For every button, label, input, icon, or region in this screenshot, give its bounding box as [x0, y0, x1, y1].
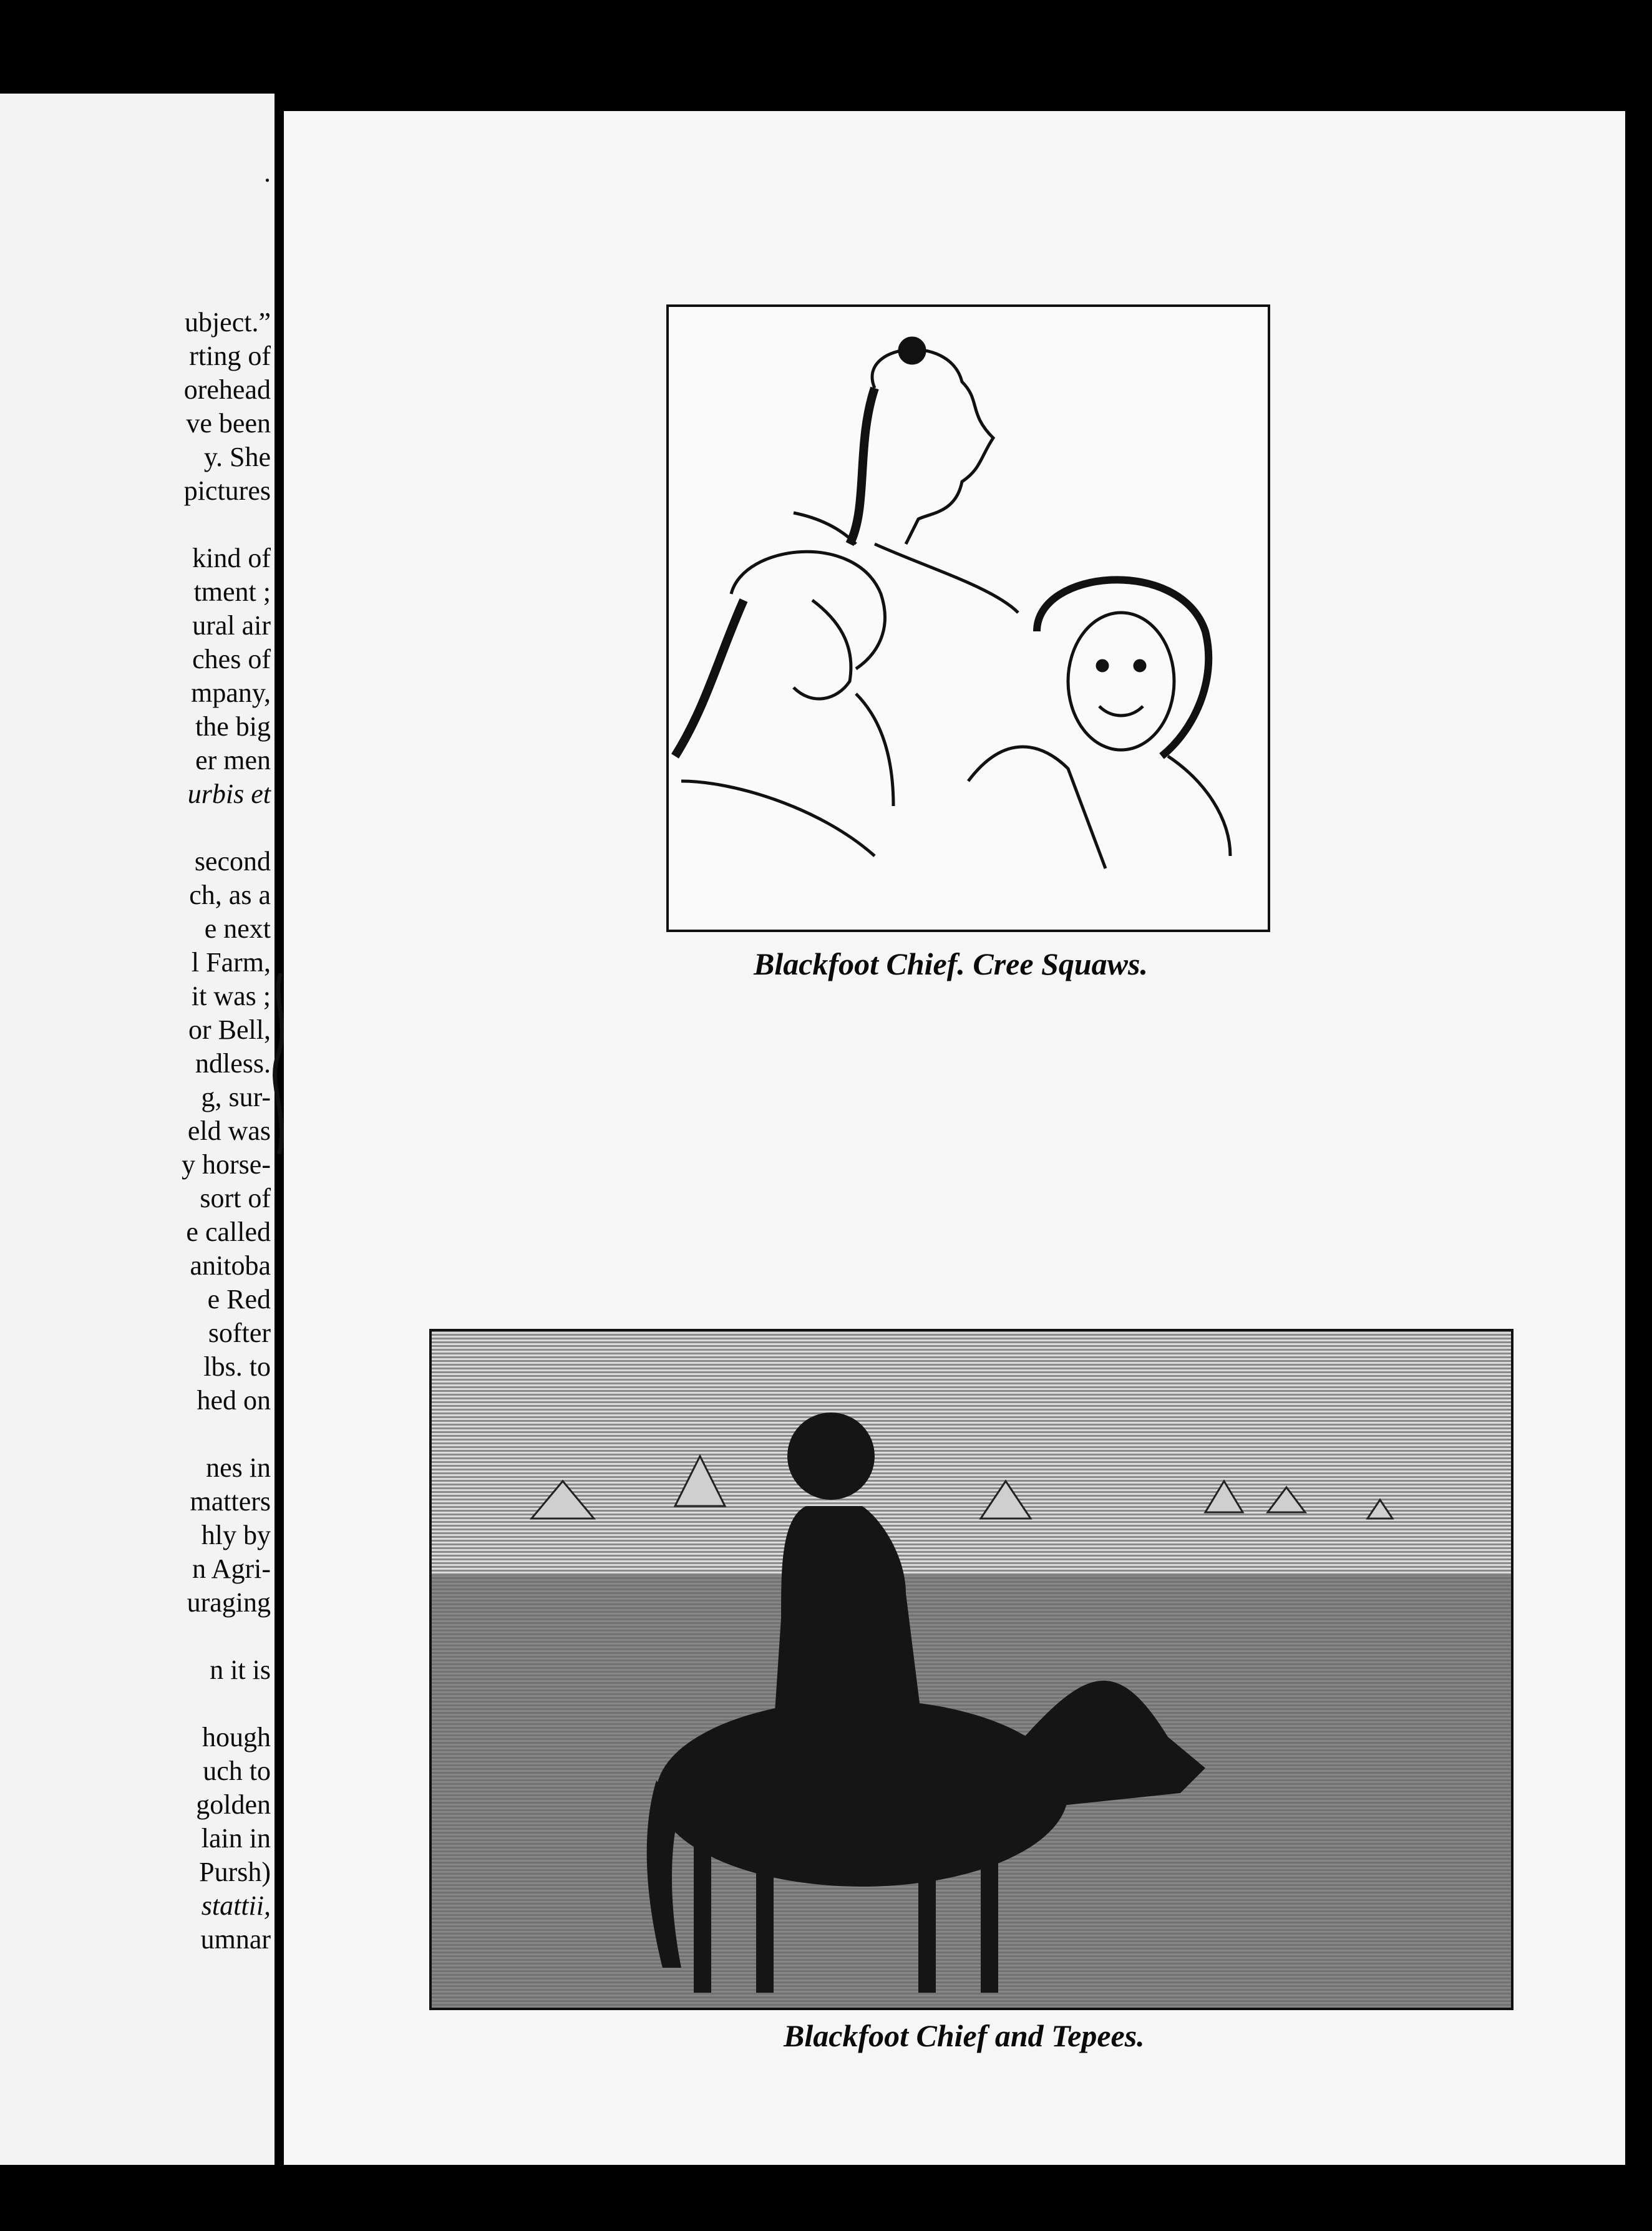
left-page-text-line: uraging — [187, 1587, 271, 1618]
left-page-text-line: golden — [196, 1789, 271, 1820]
left-page-text-line: or Bell, — [188, 1014, 271, 1045]
left-page-text-line: y horse- — [182, 1149, 271, 1180]
left-page-text-line: hough — [202, 1722, 271, 1752]
left-page-text-line: ndless. — [195, 1048, 271, 1079]
left-page-text-line: sort of — [200, 1183, 271, 1213]
left-page-text-line: lain in — [201, 1823, 271, 1854]
figure-caption-engraving: Blackfoot Chief and Tepees. — [784, 2018, 1145, 2053]
left-page-text-line: e called — [186, 1217, 271, 1247]
cree-squaw-right-portrait — [968, 580, 1230, 868]
left-page-text-line: ch, as a — [189, 880, 271, 910]
left-page-text-line: uch to — [203, 1756, 271, 1786]
left-page-text-line: er men — [195, 745, 271, 775]
left-page-text-line: anitoba — [190, 1250, 271, 1281]
left-page — [0, 94, 275, 2165]
left-page-text-line: ches of — [192, 644, 271, 674]
left-page-text-line: l Farm, — [191, 947, 271, 978]
left-page-text-line: pictures — [183, 475, 271, 506]
left-page-text-line: hed on — [197, 1385, 271, 1416]
left-page-text-line: it was ; — [191, 981, 271, 1011]
left-page-text-line: stattii, — [201, 1890, 271, 1921]
left-page-text-line: umnar — [200, 1924, 271, 1955]
left-page-text-line: mpany, — [191, 678, 271, 708]
blackfoot-chief-portrait — [794, 338, 1018, 613]
left-page-text-line: e next — [204, 913, 271, 944]
left-page-text-line: the big — [195, 711, 271, 742]
left-page-text-line: tment ; — [193, 576, 271, 607]
left-page-text-line: lbs. to — [203, 1351, 271, 1382]
left-page-text-line: urbis et — [187, 779, 271, 809]
left-page-text-line: second — [194, 846, 271, 877]
left-page-text-line: rting of — [189, 341, 271, 371]
left-page-text-line: e Red — [207, 1284, 271, 1315]
left-page-text-line: ubject.” — [184, 307, 271, 338]
portraits-illustration — [666, 304, 1270, 932]
tepee-icon — [532, 1456, 1392, 1519]
left-page-text-line: orehead — [183, 374, 271, 405]
left-page-text-line: ve been — [186, 408, 271, 439]
left-page-text-line: kind of — [192, 543, 271, 573]
left-page-text-line: matters — [190, 1486, 271, 1517]
left-page-text-line: n Agri- — [192, 1553, 271, 1584]
left-page-text-line: ural air — [192, 610, 271, 641]
left-page-text-line: Pursh) — [199, 1857, 271, 1887]
chief-on-horse-engraving — [429, 1329, 1514, 2010]
figure-caption-portraits: Blackfoot Chief. Cree Squaws. — [754, 946, 1148, 981]
left-page-text-line: . — [264, 157, 271, 188]
left-page-text-line: eld was — [187, 1116, 271, 1146]
left-page-text-line: g, sur- — [201, 1082, 271, 1112]
left-page-text-line: nes in — [206, 1452, 271, 1483]
left-page-text-line: n it is — [210, 1655, 271, 1685]
left-page-text-line: y. She — [203, 442, 271, 472]
left-page-text-line: hly by — [201, 1520, 271, 1550]
left-page-text-line: softer — [208, 1318, 271, 1348]
cree-squaw-left-portrait — [675, 552, 893, 856]
